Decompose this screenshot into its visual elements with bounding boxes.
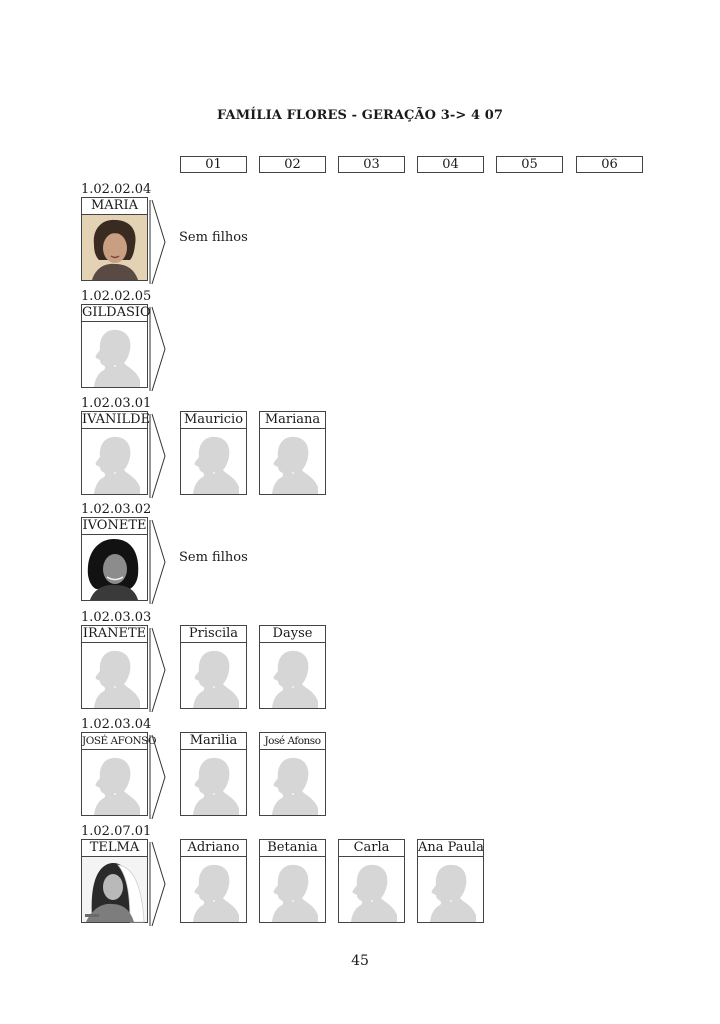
silhouette-icon: [418, 857, 483, 922]
genealogy-code: 1.02.02.05: [81, 289, 152, 304]
genealogy-code: 1.02.02.04: [81, 182, 152, 197]
column-header-05: 05: [496, 156, 563, 173]
person-name-label: Betania: [260, 840, 325, 857]
person-name-label: MARIA: [82, 198, 147, 215]
silhouette-icon: [260, 857, 325, 922]
person-entry: [0, 611, 720, 721]
person-entry: [0, 825, 720, 935]
column-header-04: 04: [417, 156, 484, 173]
portrait-photo: [82, 857, 147, 922]
person-name-label: Mariana: [260, 412, 325, 429]
child-card: [259, 732, 326, 816]
bracket-arrow-icon: [149, 734, 169, 820]
portrait-photo: [82, 215, 147, 280]
person-name-label: IRANETE: [82, 626, 147, 641]
person-name-label: Mauricio: [181, 412, 246, 429]
column-header-06: 06: [576, 156, 643, 173]
person-entry: [0, 397, 720, 507]
person-name-label: Carla: [339, 840, 404, 857]
child-card: [259, 625, 326, 709]
bracket-arrow-icon: [149, 199, 169, 285]
no-children-note: Sem filhos: [179, 550, 248, 565]
column-header-01: 01: [180, 156, 247, 173]
person-entry: [0, 718, 720, 828]
portrait-photo: [82, 535, 147, 600]
person-name-label: GILDASIO: [82, 305, 151, 320]
person-entry: [0, 183, 720, 293]
parent-card: [81, 517, 148, 601]
person-name-label: JOSÉ AFONSO: [82, 733, 147, 750]
parent-card: [81, 304, 151, 388]
silhouette-icon: [260, 429, 325, 494]
silhouette-icon: [181, 857, 246, 922]
silhouette-icon: [82, 750, 147, 815]
silhouette-icon: [181, 643, 246, 708]
genealogy-code: 1.02.03.02: [81, 502, 152, 517]
parent-card: [81, 625, 148, 709]
silhouette-icon: [82, 429, 147, 494]
bracket-arrow-icon: [149, 519, 169, 605]
person-name-label: Dayse: [260, 626, 325, 643]
child-card: [417, 839, 484, 923]
child-card: [180, 625, 247, 709]
parent-card: [81, 411, 151, 495]
child-card: [180, 411, 247, 495]
person-entry: [0, 503, 720, 613]
silhouette-icon: [82, 643, 147, 708]
column-header-03: 03: [338, 156, 405, 173]
page-title: FAMÍLIA FLORES - GERAÇÃO 3-> 4 07: [216, 108, 504, 123]
person-name-label: TELMA: [82, 840, 147, 857]
silhouette-icon: [181, 429, 246, 494]
silhouette-icon: [181, 750, 246, 815]
person-name-label: IVANILDE: [82, 412, 151, 427]
child-card: [180, 839, 247, 923]
genealogy-code: 1.02.03.01: [81, 396, 152, 411]
child-card: [338, 839, 405, 923]
silhouette-icon: [260, 643, 325, 708]
bracket-arrow-icon: [149, 841, 169, 927]
column-header-02: 02: [259, 156, 326, 173]
parent-card: [81, 839, 148, 923]
parent-card: [81, 197, 148, 281]
person-name-label: Priscila: [181, 626, 246, 643]
page-number: 45: [351, 953, 369, 969]
person-name-label: IVONETE: [82, 518, 147, 533]
child-card: [180, 732, 247, 816]
bracket-arrow-icon: [149, 306, 169, 392]
bracket-arrow-icon: [149, 413, 169, 499]
person-name-label: Ana Paula: [418, 840, 484, 855]
person-name-label: Marilia: [181, 733, 246, 750]
person-entry: [0, 290, 720, 400]
silhouette-icon: [339, 857, 404, 922]
parent-card: [81, 732, 156, 816]
bracket-arrow-icon: [149, 627, 169, 713]
child-card: [259, 839, 326, 923]
genealogy-code: 1.02.03.04: [81, 717, 152, 732]
child-card: [259, 411, 326, 495]
genealogy-code: 1.02.03.03: [81, 610, 152, 625]
no-children-note: Sem filhos: [179, 230, 248, 245]
silhouette-icon: [82, 322, 147, 387]
person-name-label: José Afonso: [260, 733, 325, 750]
silhouette-icon: [260, 750, 325, 815]
genealogy-code: 1.02.07.01: [81, 824, 152, 839]
person-name-label: Adriano: [181, 840, 246, 857]
